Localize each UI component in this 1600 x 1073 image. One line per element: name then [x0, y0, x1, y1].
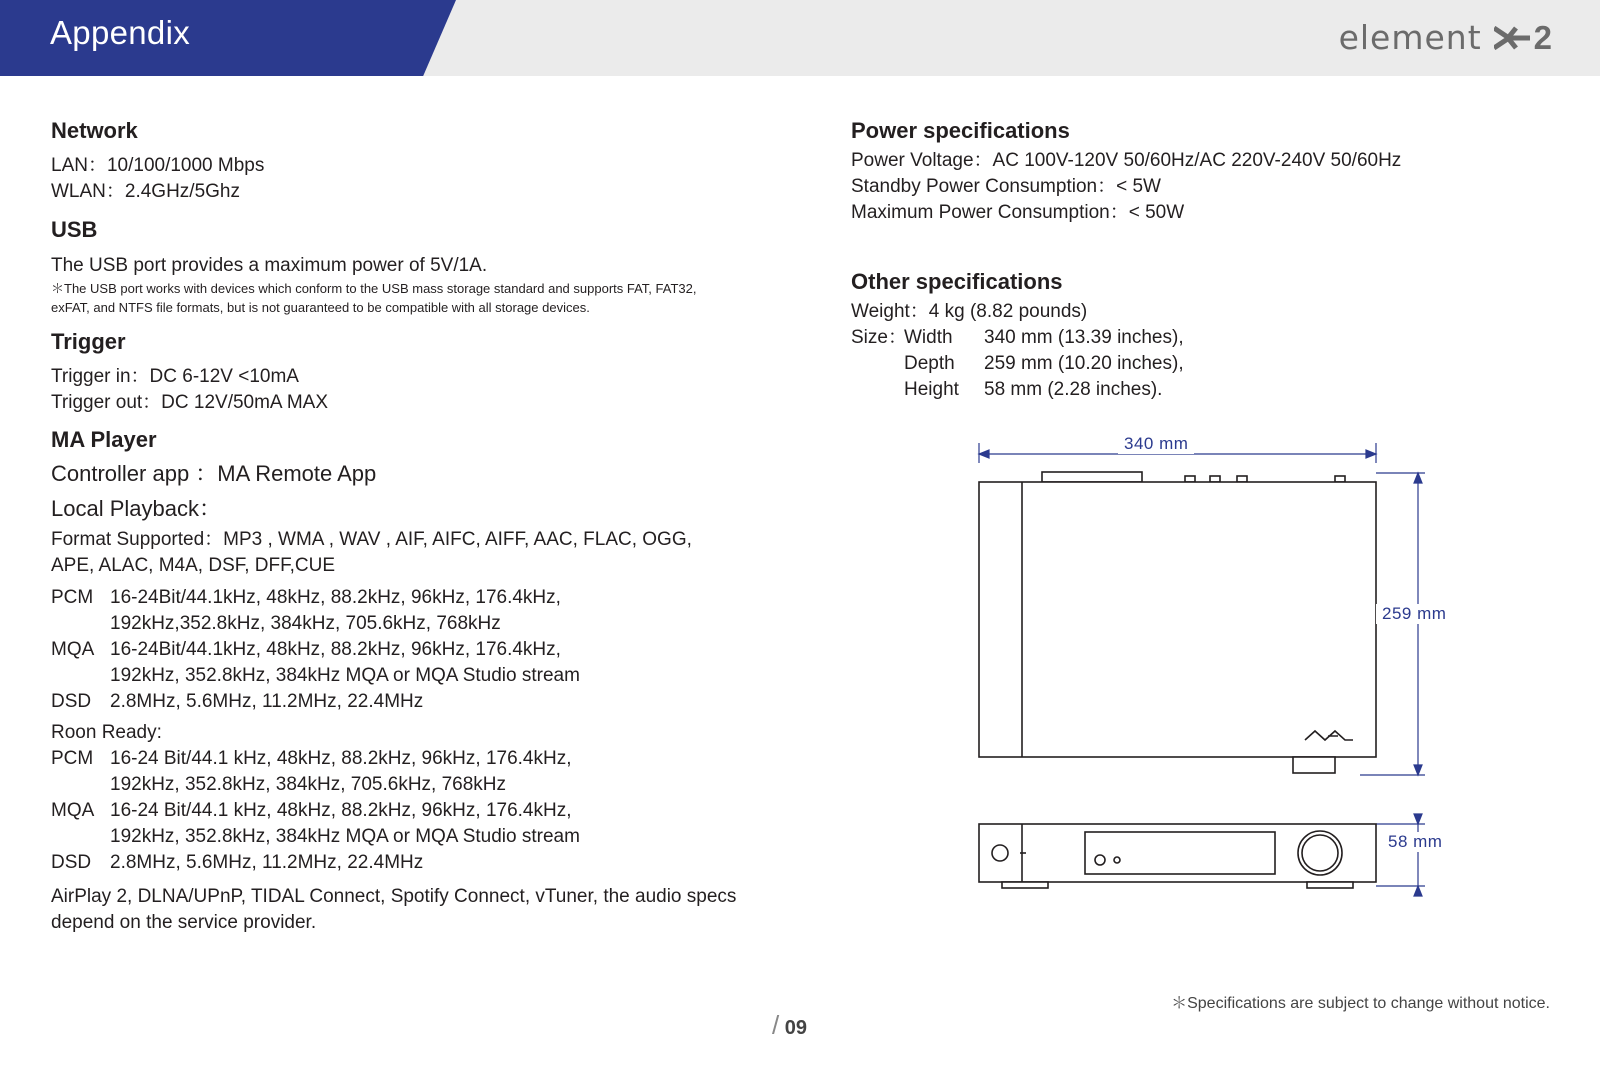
usb-note-line-1: ＊The USB port works with devices which conform to the USB mass storage standard and supports FAT, FAT32,: [51, 281, 697, 296]
roon-ready-heading: Roon Ready:: [51, 722, 162, 743]
width-value: 340 mm (13.39 inches),: [984, 327, 1184, 348]
trigger-in-spec: Trigger in：DC 6-12V <10mA: [51, 366, 299, 387]
trigger-heading: Trigger: [51, 329, 126, 354]
ma-player-heading: MA Player: [51, 427, 157, 452]
section-title: Appendix: [50, 14, 191, 51]
spec-label: PCM: [51, 587, 94, 608]
brand-logo: [1339, 18, 1552, 57]
spec-change-footnote: ＊Specifications are subject to change without notice.: [1171, 995, 1550, 1012]
height-label: Height: [904, 379, 959, 400]
controller-app-text: Controller app ：MA Remote App: [51, 461, 377, 486]
spec-value: 16-24 Bit/44.1 kHz, 48kHz, 88.2kHz, 96kHz, 176.4kHz,: [110, 800, 572, 821]
brand-model-number: 2: [1533, 18, 1552, 56]
services-line-1: AirPlay 2, DLNA/UPnP, TIDAL Connect, Spotify Connect, vTuner, the audio specs: [51, 886, 737, 907]
device-dimension-drawing: [960, 434, 1480, 900]
size-spec-table: [851, 325, 1551, 403]
height-value: 58 mm (2.28 inches).: [984, 379, 1163, 400]
wlan-spec: WLAN：2.4GHz/5Ghz: [51, 181, 240, 202]
usb-note-line-2: exFAT, and NTFS file formats, but is not guaranteed to be compatible with all storage devices.: [51, 300, 590, 315]
network-heading: Network: [51, 118, 138, 143]
spec-value: 16-24 Bit/44.1 kHz, 48kHz, 88.2kHz, 96kHz, 176.4kHz,: [110, 748, 572, 769]
weight-spec: Weight：4 kg (8.82 pounds): [851, 301, 1088, 322]
roon-spec-table: [51, 746, 771, 876]
usb-heading: USB: [51, 217, 98, 242]
brand-x-icon: [1494, 26, 1530, 50]
brand-word: element: [1338, 18, 1482, 57]
spec-value: 192kHz, 352.8kHz, 384kHz MQA or MQA Studio stream: [110, 826, 580, 847]
spec-value: 16-24Bit/44.1kHz, 48kHz, 88.2kHz, 96kHz, 176.4kHz,: [110, 587, 561, 608]
power-heading: Power specifications: [851, 118, 1070, 143]
spec-label: DSD: [51, 852, 92, 873]
trigger-out-spec: Trigger out：DC 12V/50mA MAX: [51, 392, 329, 413]
page-slash: /: [772, 1010, 780, 1040]
formats-line-2: APE, ALAC, M4A, DSF, DFF,CUE: [51, 555, 336, 576]
formats-line-1: Format Supported：MP3 , WMA , WAV , AIF, AIFC, AIFF, AAC, FLAC, OGG,: [51, 529, 692, 550]
max-power-spec: Maximum Power Consumption：< 50W: [851, 202, 1185, 223]
lan-spec: LAN：10/100/1000 Mbps: [51, 155, 265, 176]
spec-value: 2.8MHz, 5.6MHz, 11.2MHz, 22.4MHz: [110, 852, 424, 873]
spec-value: 16-24Bit/44.1kHz, 48kHz, 88.2kHz, 96kHz, 176.4kHz,: [110, 639, 561, 660]
services-line-2: depend on the service provider.: [51, 912, 317, 933]
usb-power-text: The USB port provides a maximum power of 5V/1A.: [51, 255, 488, 276]
depth-dimension-label: 259 mm: [1376, 604, 1452, 624]
spec-value: 2.8MHz, 5.6MHz, 11.2MHz, 22.4MHz: [110, 691, 424, 712]
depth-value: 259 mm (10.20 inches),: [984, 353, 1184, 374]
depth-label: Depth: [904, 353, 955, 374]
size-label: Size：: [851, 327, 907, 348]
spec-label: MQA: [51, 800, 95, 821]
other-specs-heading: Other specifications: [851, 269, 1063, 294]
spec-label: DSD: [51, 691, 92, 712]
spec-value: 192kHz, 352.8kHz, 384kHz MQA or MQA Studio stream: [110, 665, 580, 686]
power-voltage-spec: Power Voltage：AC 100V-120V 50/60Hz/AC 220V-240V 50/60Hz: [851, 150, 1402, 171]
spec-value: 192kHz, 352.8kHz, 384kHz, 705.6kHz, 768kHz: [110, 774, 507, 795]
left-column: [51, 118, 771, 936]
local-spec-table: [51, 585, 771, 715]
right-column: [851, 118, 1551, 403]
width-dimension-label: 340 mm: [1118, 434, 1194, 454]
local-playback-heading: Local Playback：: [51, 496, 221, 521]
page-number-value: 09: [784, 1017, 808, 1039]
height-dimension-label: 58 mm: [1382, 832, 1448, 852]
standby-power-spec: Standby Power Consumption：< 5W: [851, 176, 1161, 197]
spec-label: PCM: [51, 748, 94, 769]
page-number: [772, 1010, 807, 1041]
spec-label: MQA: [51, 639, 95, 660]
device-drawing-svg: [960, 440, 1480, 900]
header-bar: [0, 0, 1600, 76]
width-label: Width: [904, 327, 953, 348]
spec-value: 192kHz,352.8kHz, 384kHz, 705.6kHz, 768kHz: [110, 613, 501, 634]
